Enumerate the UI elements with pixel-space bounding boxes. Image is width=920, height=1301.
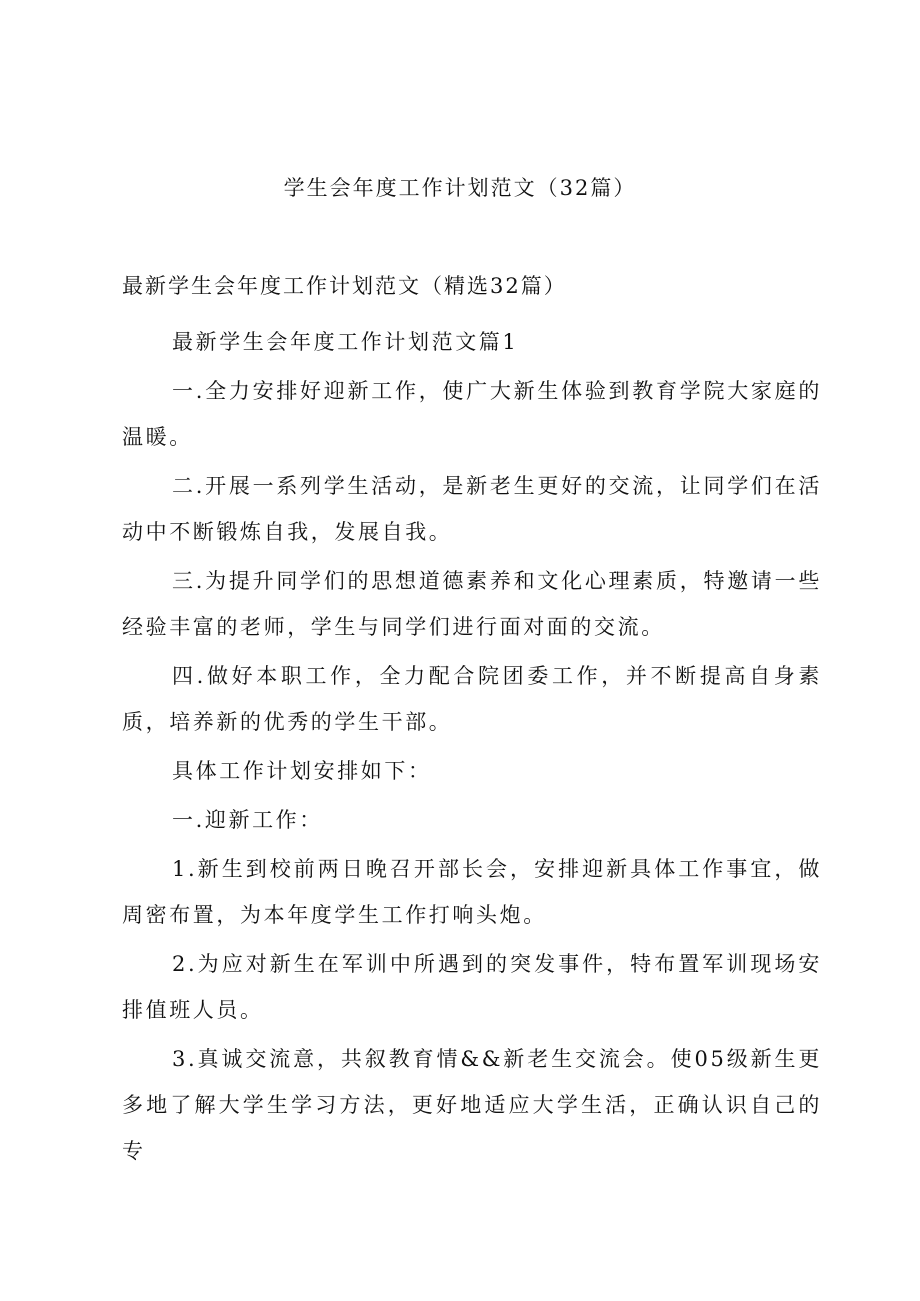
body-paragraph: 具体工作计划安排如下：: [172, 759, 432, 783]
body-paragraph: 二.开展一系列学生活动，是新老生更好的交流，让同学们在活动中不断锻炼自我，发展自我。: [122, 474, 822, 544]
body-paragraph: 2.为应对新生在军训中所遇到的突发事件，特布置军训现场安排值班人员。: [122, 952, 822, 1022]
section-heading: 最新学生会年度工作计划范文篇1: [172, 330, 519, 354]
body-paragraph: 3.真诚交流意，共叙教育情&&新老生交流会。使05级新生更多地了解大学生学习方法，更好地适应大学生活，正确认识自己的专: [122, 1047, 822, 1163]
document-body: [122, 319, 822, 1177]
body-paragraph: 四.做好本职工作，全力配合院团委工作，并不断提高自身素质，培养新的优秀的学生干部。: [122, 664, 822, 734]
document-title: 学生会年度工作计划范文（32篇）: [283, 176, 637, 200]
body-paragraph: 一.全力安排好迎新工作，使广大新生体验到教育学院大家庭的温暖。: [122, 379, 822, 449]
body-paragraph: 三.为提升同学们的思想道德素养和文化心理素质，特邀请一些经验丰富的老师，学生与同学们进行面对面的交流。: [122, 569, 822, 639]
body-paragraph: 1.新生到校前两日晚召开部长会，安排迎新具体工作事宜，做周密布置，为本年度学生工作打响头炮。: [122, 857, 822, 927]
body-paragraph: 一.迎新工作：: [172, 808, 323, 832]
document-subtitle: 最新学生会年度工作计划范文（精选32篇）: [122, 274, 567, 298]
